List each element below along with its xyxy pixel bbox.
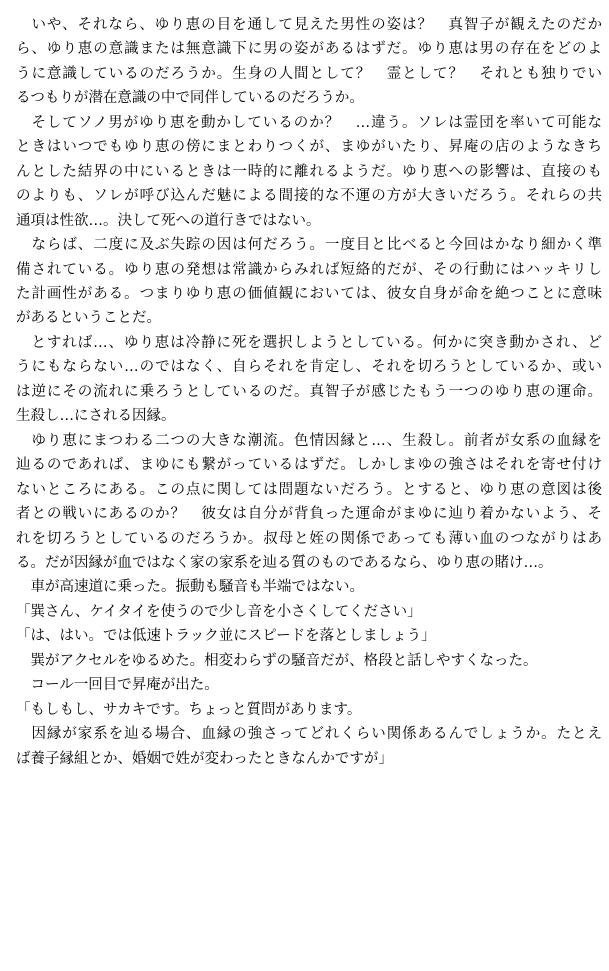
text-line: そしてソノ男がゆり恵を動かしているのか？ …違う。ソレは霊団を率いて可能な [16,114,602,131]
text-line: 「は、はい。では低速トラック並にスピードを落としましょう」 [16,628,436,645]
text-line: ならば、二度に及ぶ失踪の因は何だろう。一度目と比べると今回はかなり細かく準 [16,237,602,254]
text-line: るつもりが潜在意識の中で同伴しているのだろうか。 [16,90,364,107]
text-line: 通項は性欲…。決して死への道行きではない。 [16,212,321,229]
text-line: うに意識しているのだろうか。生身の人間として？ 霊として？ それとも独りでい [16,65,602,82]
text-line: は逆にその流れに乗ろうとしているのだ。真智子が感じたもう一つのゆり恵の運命。 [16,383,602,400]
text-line: うにもならない…のではなく、自らそれを肯定し、それを切ろうとしているか、或い [16,359,602,376]
text-line: 者との戦いにあるのか？ 彼女は自分が背負った運命がまゆに辿り着かないよう、そ [16,506,602,523]
text-line: る。だが因縁が血ではなく家の家系を辿る質のものであるなら、ゆり恵の賭け…。 [16,554,553,571]
body-text [16,13,602,771]
text-line: があるということだ。 [16,310,161,327]
text-line: ときはいつでもゆり恵の傍にまとわりつくが、まゆがいたり、昇庵の店のようなきち [16,139,602,156]
text-line: た計画性がある。つまりゆり恵の価値観においては、彼女自身が命を絶つことに意味 [16,285,602,302]
text-line: 巽がアクセルをゆるめた。相変わらずの騒音だが、格段と話しやすくなった。 [16,652,538,669]
text-line: れを切ろうとしているのだろうか。叔母と姪の関係であっても薄い血のつながりはあ [16,530,602,547]
text-line: コール一回目で昇庵が出た。 [16,677,219,694]
text-line: 「もしもし、サカキです。ちょっと質問があります。 [16,701,362,718]
text-line: ば養子縁組とか、婚姻で姓が変わったときなんかですが」 [16,750,393,767]
text-line: ゆり恵にまつわる二つの大きな潮流。色情因縁と…、生殺し。前者が女系の血縁を [16,432,602,449]
text-line: 備されている。ゆり恵の発想は常識からみれば短絡的だが、その行動にはハッキリし [16,261,602,278]
text-line: とすれば…、ゆり恵は冷静に死を選択しようとしている。何かに突き動かされ、ど [16,334,602,351]
text-line: 辿るのであれば、まゆにも繋がっているはずだ。しかしまゆの強さはそれを寄せ付け [16,457,602,474]
text-line: ら、ゆり恵の意識または無意識下に男の姿があるはずだ。ゆり恵は男の存在をどのよ [16,41,602,58]
text-line: 車が高速道に乗った。振動も騒音も半端ではない。 [16,579,364,596]
text-line: 因縁が家系を辿る場合、血縁の強さってどれくらい関係あるんでしょうか。たとえ [16,726,602,743]
text-line: 「巽さん、ケイタイを使うので少し音を小さくしてください」 [16,603,422,620]
text-line: ないところにある。この点に関しては問題ないだろう。とすると、ゆり恵の意図は後 [16,481,602,498]
text-line: のよりも、ソレが呼び込んだ魅による間接的な不運の方が大きいだろう。それらの共 [16,188,602,205]
text-line: 生殺し…にされる因縁。 [16,408,176,425]
text-line: んとした結界の中にいるときは一時的に離れるようだ。ゆり恵への影響は、直接のも [16,163,602,180]
text-line: いや、それなら、ゆり恵の目を通して見えた男性の姿は？ 真智子が観えたのだか [16,17,602,33]
